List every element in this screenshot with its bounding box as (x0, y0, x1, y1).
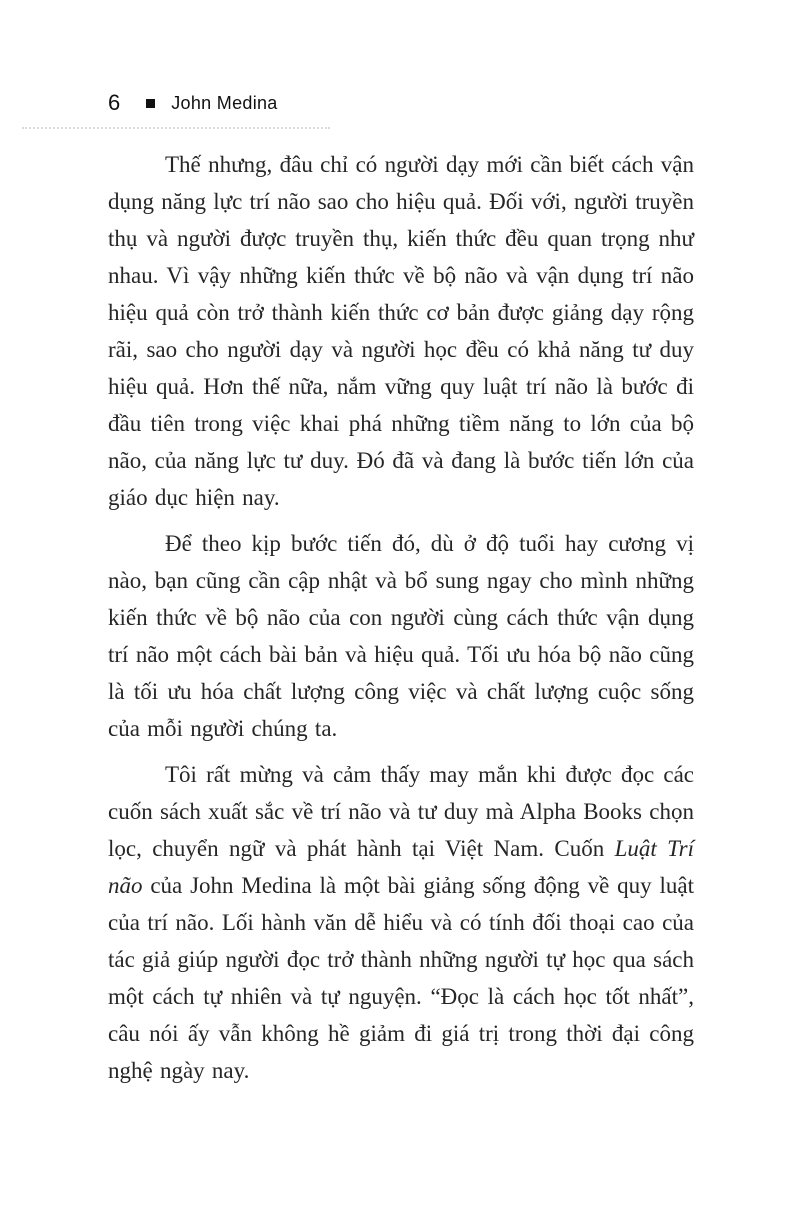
paragraph-2: Để theo kịp bước tiến đó, dù ở độ tuổi hay cương vị nào, bạn cũng cần cập nhật và bổ sung ngay cho mình những kiến thức về bộ não của con người cùng cách thức vận dụng trí não một cách bài bản và hiệu quả. Tối ưu hóa bộ não cũng là tối ưu hóa chất lượng công việc và chất lượng cuộc sống của mỗi người chúng ta. (108, 531, 694, 741)
paragraph-3-text: Tôi rất mừng và cảm thấy may mắn khi được đọc các cuốn sách xuất sắc về trí não và tư duy mà Alpha Books chọn lọc, chuyển ngữ và phát hành tại Việt Nam. Cuốn (108, 762, 694, 861)
page-number: 6 (108, 90, 121, 115)
running-header-author: John Medina (171, 93, 278, 113)
header-dotted-rule (22, 127, 330, 129)
paragraph-3 (108, 756, 694, 1089)
page-body-text (108, 146, 694, 1089)
paragraph-3-text-continued: của John Medina là một bài giảng sống động về quy luật của trí não. Lối hành văn dễ hiểu và có tính đối thoại cao của tác giả giúp người đọc trở thành những người tự học qua sách một cách tự nhiên và tự nguyện. “Đọc là cách học tốt nhất”, câu nói ấy vẫn không hề giảm đi giá trị trong thời đại công nghệ ngày nay. (108, 873, 694, 1083)
square-bullet-icon (146, 99, 155, 108)
running-header (108, 92, 278, 114)
paragraph-1: Thế nhưng, đâu chỉ có người dạy mới cần biết cách vận dụng năng lực trí não sao cho hiệu quả. Đối với, người truyền thụ và người được truyền thụ, kiến thức đều quan trọng như nhau. Vì vậy những kiến thức về bộ não và vận dụng trí não hiệu quả còn trở thành kiến thức cơ bản được giảng dạy rộng rãi, sao cho người dạy và người học đều có khả năng tư duy hiệu quả. Hơn thế nữa, nắm vững quy luật trí não là bước đi đầu tiên trong việc khai phá những tiềm năng to lớn của bộ não, của năng lực tư duy. Đó đã và đang là bước tiến lớn của giáo dục hiện nay. (108, 152, 694, 510)
book-title-italic: Luật Trí não (108, 836, 694, 898)
